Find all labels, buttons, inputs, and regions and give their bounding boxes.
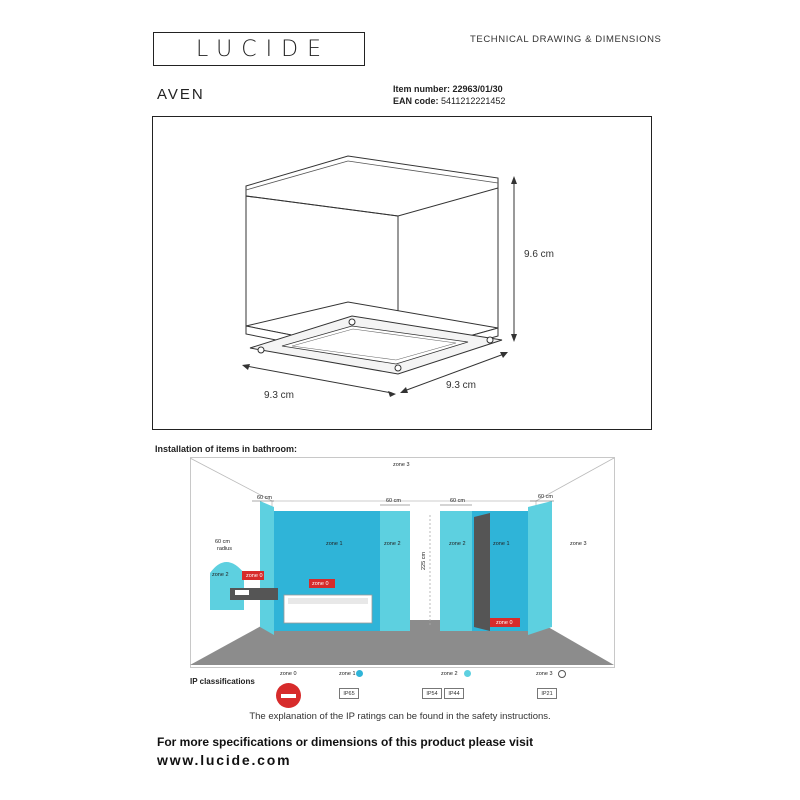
distance-label-1: 60 cm [257, 495, 272, 501]
ip-explanation-note: The explanation of the IP ratings can be found in the safety instructions. [249, 711, 551, 722]
ip65-badge: IP65 [339, 688, 359, 699]
depth-dimension: 9.3 cm [446, 380, 477, 391]
zone0-shower-label: zone 0 [496, 620, 513, 626]
zone1-shower-label: zone 1 [493, 541, 510, 547]
product-name: AVEN [157, 86, 205, 103]
more-info-text: For more specifications or dimensions of this product please visit [157, 735, 534, 749]
brand-name: LUCIDE [196, 36, 330, 62]
ip54-badge: IP54 [422, 688, 442, 699]
product-drawing [152, 116, 652, 430]
item-number-label: Item number: [393, 84, 451, 94]
distance-label-2: 60 cm [386, 498, 401, 504]
ip-zone3-label: zone 3 [536, 671, 553, 677]
document-type: TECHNICAL DRAWING & DIMENSIONS [470, 34, 662, 45]
zone2-bath-label: zone 2 [384, 541, 401, 547]
ip-zone1-label: zone 1 [339, 671, 356, 677]
zone2-basin-label: zone 2 [212, 572, 229, 578]
bathroom-section-title: Installation of items in bathroom: [155, 444, 298, 454]
ip-zone2-label: zone 2 [441, 671, 458, 677]
no-entry-icon [276, 683, 301, 708]
ip44-badge: IP44 [444, 688, 464, 699]
zone0-basin-label: zone 0 [246, 573, 263, 579]
width-dimension: 9.3 cm [264, 390, 295, 401]
ip21-badge: IP21 [537, 688, 557, 699]
ip-zone0-label: zone 0 [280, 671, 297, 677]
zone1-bath-label: zone 1 [326, 541, 343, 547]
zone2-shower-label: zone 2 [449, 541, 466, 547]
brand-logo [153, 32, 365, 66]
distance-label-3: 60 cm [450, 498, 465, 504]
zone0-bath-label: zone 0 [312, 581, 329, 587]
item-number-line [393, 84, 503, 94]
ean-code: 5411212221452 [441, 96, 506, 106]
zone2-dot-icon [464, 670, 471, 677]
radius-value: 60 cm [215, 539, 230, 545]
zone3-top-label: zone 3 [393, 462, 410, 468]
zone1-dot-icon [356, 670, 363, 677]
radius-label: radius [217, 546, 232, 552]
zone3-dot-icon [558, 670, 566, 678]
height-label: 225 cm [421, 551, 427, 570]
bathroom-zones-diagram [190, 455, 615, 670]
height-dimension: 9.6 cm [524, 249, 555, 260]
ip-classifications-title: IP classifications [190, 677, 255, 686]
website-link[interactable]: www.lucide.com [157, 752, 292, 768]
distance-label-4: 60 cm [538, 494, 553, 500]
item-number: 22963/01/30 [452, 84, 503, 94]
ean-line [393, 96, 505, 106]
zone3-right-label: zone 3 [570, 541, 587, 547]
ean-label: EAN code: [393, 96, 439, 106]
